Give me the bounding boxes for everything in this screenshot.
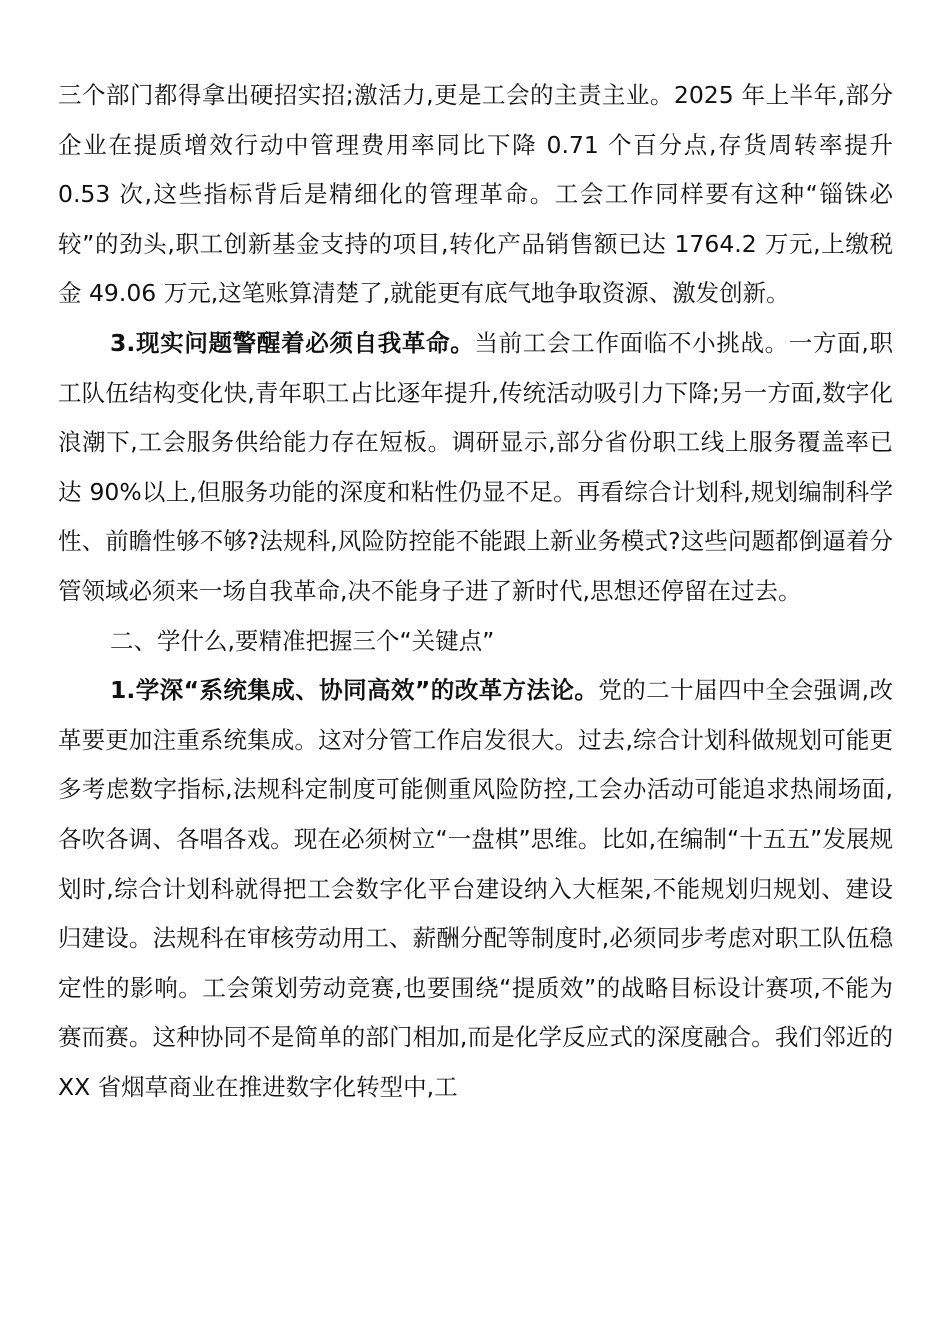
section-heading-what-to-learn (58, 617, 893, 667)
paragraph-reform-methodology (58, 666, 893, 1112)
paragraph-text: 三个部门都得拿出硬招实招;激活力,更是工会的主责主业。2025 年上半年,部分企业在提质增效行动中管理费用率同比下降 0.71 个百分点,存货周转率提升 0.53 次,这些指标背后是精细化的管理革命。工会工作同样要有这种“锱铢必较”的劲头,职工创新基金支持的项目,转化产品销售额已达 1764.2 万元,上缴税金 49.06 万元,这笔账算清楚了,就能更有底气地争取资源、激发创新。 (58, 81, 893, 308)
document-page (58, 71, 893, 1112)
paragraph-text: 当前工会工作面临不小挑战。一方面,职工队伍结构变化快,青年职工占比逐年提升,传统活动吸引力下降;另一方面,数字化浪潮下,工会服务供给能力存在短板。调研显示,部分省份职工线上服务覆盖率已达 90%以上,但服务功能的深度和粘性仍显不足。再看综合计划科,规划编制科学性、前瞻性够不够?法规科,风险防控能不能跟上新业务模式?这些问题都倒逼着分管领域必须来一场自我革命,决不能身子进了新时代,思想还停留在过去。 (58, 328, 893, 605)
paragraph-self-revolution (58, 319, 893, 617)
paragraph-management-metrics (58, 71, 893, 319)
paragraph-heading-bold: 3.现实问题警醒着必须自我革命。 (110, 328, 475, 357)
paragraph-text: 党的二十届四中全会强调,改革要更加注重系统集成。这对分管工作启发很大。过去,综合计划科做规划可能更多考虑数字指标,法规科定制度可能侧重风险防控,工会办活动可能追求热闹场面,各吹各调、各唱各戏。现在必须树立“一盘棋”思维。比如,在编制“十五五”发展规划时,综合计划科就得把工会数字化平台建设纳入大框架,不能规划归规划、建设归建设。法规科在审核劳动用工、薪酬分配等制度时,必须同步考虑对职工队伍稳定性的影响。工会策划劳动竞赛,也要围绕“提质效”的战略目标设计赛项,不能为赛而赛。这种协同不是简单的部门相加,而是化学反应式的深度融合。我们邻近的 XX 省烟草商业在推进数字化转型中,工 (58, 676, 893, 1101)
section-heading-text: 二、学什么,要精准把握三个“关键点” (110, 626, 495, 655)
paragraph-heading-bold: 1.学深“系统集成、协同高效”的改革方法论。 (110, 676, 599, 705)
